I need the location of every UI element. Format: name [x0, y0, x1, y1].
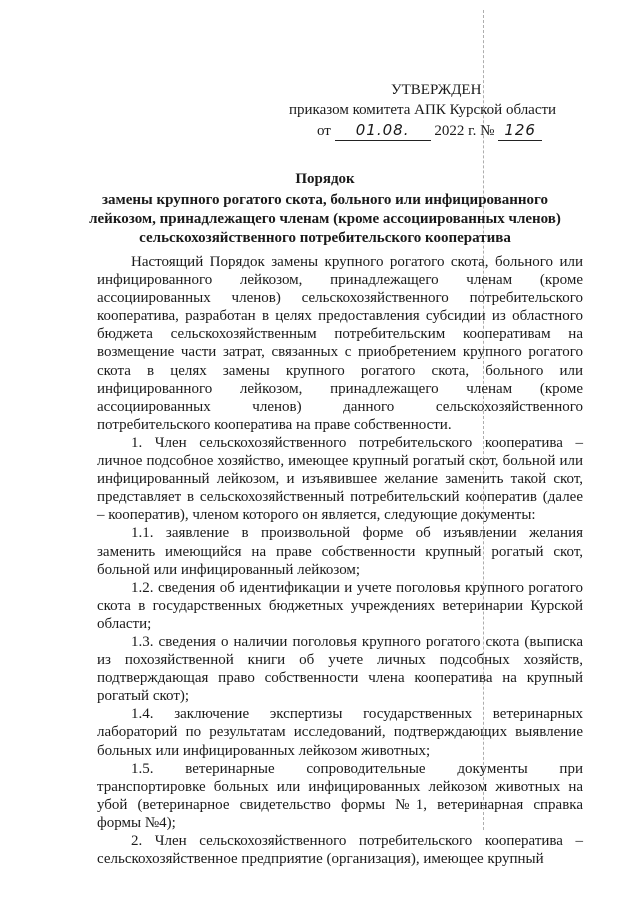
approval-date-line — [289, 120, 579, 141]
approval-stamp-block — [289, 80, 579, 141]
intro-paragraph: Настоящий Порядок замены крупного рогатого скота, больного или инфицированного лейкозом, принадлежащего членам (кроме ассоциированных членов) сельскохозяйственного потребительского кооператива, разработан в целях предоставления субсидии из областного бюджета сельскохозяйственным потребительским кооперативам на возмещение части затрат, связанных с приобретением крупного рогатого скота в целях замены крупного рогатого скота, больного или инфицированного лейкозом, принадлежащего членам (кроме ассоциированных членов) данного сельскохозяйственного потребительского кооператива на праве собственности. — [97, 254, 583, 433]
document-title-block — [80, 170, 570, 248]
date-prefix: от — [317, 123, 331, 139]
paragraph-item-1: 1. Член сельскохозяйственного потребительского кооператива – личное подсобное хозяйство, имеющее крупный рогатый скот, больной или инфицированный лейкозом, и изъявившее желание заменить такой скот, представляет в сельскохозяйственный потребительский кооператив (далее – кооператив), членом которого он является, следующие документы: — [97, 434, 583, 524]
paragraph-item-1-3: 1.3. сведения о наличии поголовья крупного рогатого скота (выписка из похозяйственной книги об учете личных подсобных хозяйств, подтверждающая право собственности члена кооператива на крупный рогатый скот); — [97, 633, 583, 705]
paragraph-item-2: 2. Член сельскохозяйственного потребительского кооператива – сельскохозяйственное предприятие (организация), имеющее крупный — [97, 833, 583, 868]
approval-order-line: приказом комитета АПК Курской области — [289, 102, 557, 118]
handwritten-date: 01.08. — [335, 120, 431, 141]
document-body — [97, 253, 583, 868]
paragraph-item-1-5: 1.5. ветеринарные сопроводительные документы при транспортировке больных или инфицированных лейкозом животных на убой (ветеринарное свидетельство формы №1, ветеринарная справка формы №4); — [97, 760, 583, 831]
document-subtitle: замены крупного рогатого скота, больного или инфицированного лейкозом, принадлежащего членам (кроме ассоциированных членов) сельскохозяйственного потребительского кооператива — [89, 192, 561, 246]
year-suffix: 2022 г. № — [434, 123, 495, 139]
document-title: Порядок — [295, 171, 355, 187]
paragraph-item-1-4: 1.4. заключение экспертизы государственных ветеринарных лабораторий по результатам исследований, подтверждающих выявление больных или инфицированных лейкозом животных; — [97, 706, 583, 759]
handwritten-number: 126 — [498, 120, 542, 141]
paragraph-item-1-1: 1.1. заявление в произвольной форме об изъявлении желания заменить имеющийся на праве собственности крупный рогатый скот, больной или инфицированный лейкозом; — [97, 525, 583, 578]
paragraph-item-1-2: 1.2. сведения об идентификации и учете поголовья крупного рогатого скота в государственных бюджетных учреждениях ветеринарии Курской области; — [97, 579, 583, 632]
approval-heading: УТВЕРЖДЕН — [391, 82, 482, 98]
